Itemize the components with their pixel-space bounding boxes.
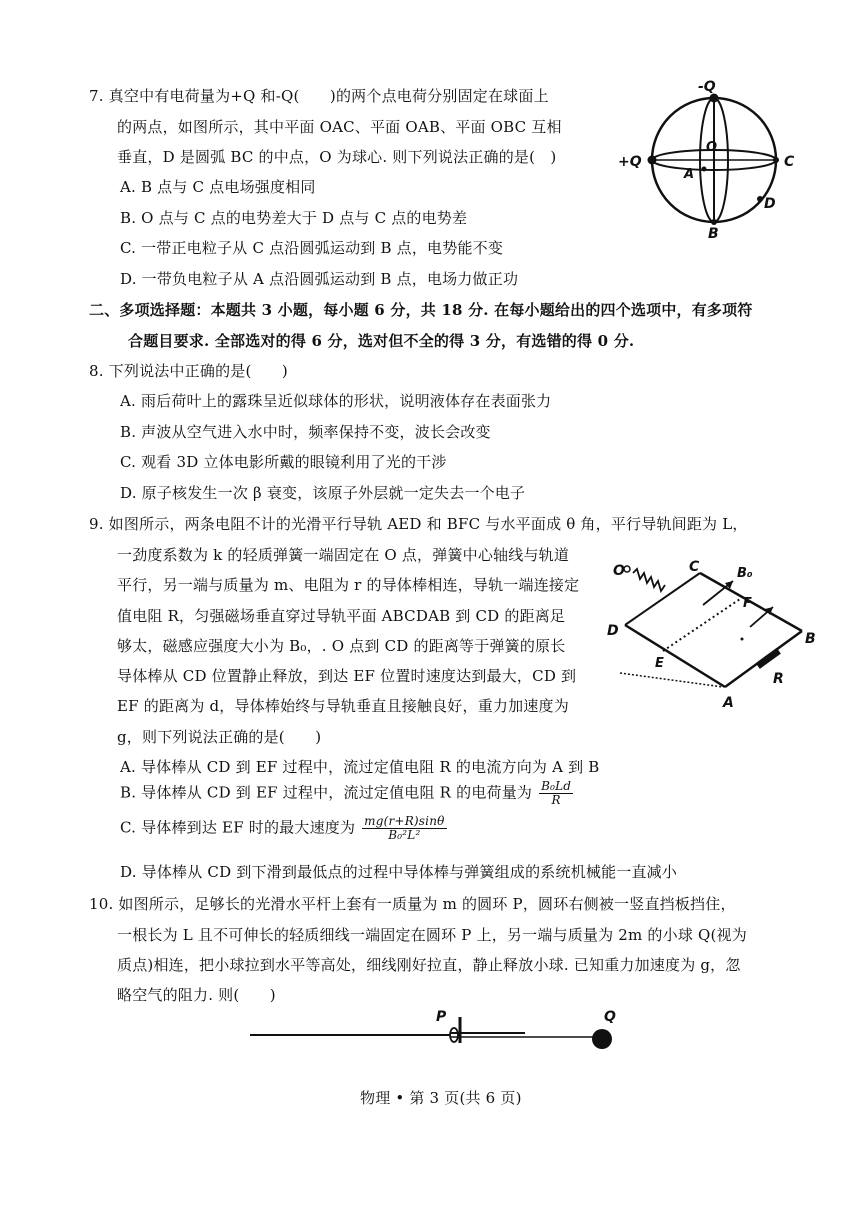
label-a: A [684, 167, 695, 182]
label-f: F [743, 596, 752, 611]
q9-option-c-text: C. 导体棒到达 EF 时的最大速度为 [120, 818, 356, 837]
q7-stem-line-1: 7. 真空中有电荷量为+Q 和-Q( )的两个点电荷分别固定在球面上 [89, 87, 549, 105]
label-minus-q: -Q [698, 79, 716, 95]
q7-option-d: D. 一带负电粒子从 A 点沿圆弧运动到 B 点，电场力做正功 [120, 270, 519, 288]
label-a: A [723, 695, 734, 711]
q9-option-b-text: B. 导体棒从 CD 到 EF 过程中，流过定值电阻 R 的电荷量为 [120, 783, 533, 802]
q8-option-d: D. 原子核发生一次 β 衰变，该原子外层就一定失去一个电子 [120, 484, 526, 502]
label-o: O [706, 140, 718, 155]
q9-option-c-denominator: B₀²L² [388, 828, 421, 842]
label-e: E [655, 656, 664, 671]
q9-stem-line-8: g，则下列说法正确的是( ) [117, 728, 322, 746]
q8-stem: 8. 下列说法中正确的是( ) [89, 362, 288, 380]
q9-stem-line-1: 9. 如图所示，两条电阻不计的光滑平行导轨 AED 和 BFC 与水平面成 θ 角，平行导轨间距为 L， [89, 515, 748, 533]
label-plus-q: +Q [618, 154, 642, 170]
q7-option-c: C. 一带正电粒子从 C 点沿圆弧运动到 B 点，电势能不变 [120, 239, 504, 257]
q9-option-b [120, 780, 573, 807]
q7-stem-line-2: 的两点，如图所示，其中平面 OAC、平面 OAB、平面 OBC 互相 [117, 118, 562, 136]
label-c: C [689, 559, 700, 575]
q9-option-b-numerator: B₀Ld [541, 779, 572, 793]
q9-option-b-denominator: R [551, 793, 561, 807]
q8-option-b: B. 声波从空气进入水中时，频率保持不变，波长会改变 [120, 423, 491, 441]
q8-option-a: A. 雨后荷叶上的露珠呈近似球体的形状，说明液体存在表面张力 [120, 392, 552, 410]
q9-option-b-fraction [539, 780, 573, 807]
q7-option-a: A. B 点与 C 点电场强度相同 [120, 178, 316, 196]
q9-stem-line-2: 一劲度系数为 k 的轻质弹簧一端固定在 O 点，弹簧中心轴线与轨道 [117, 546, 570, 564]
label-d: D [764, 196, 776, 212]
q8-option-c: C. 观看 3D 立体电影所戴的眼镜利用了光的干涉 [120, 453, 447, 471]
q7-option-b: B. O 点与 C 点的电势差大于 D 点与 C 点的电势差 [120, 209, 468, 227]
label-b0: B₀ [737, 566, 753, 581]
label-c: C [784, 154, 795, 170]
q9-stem-line-4: 值电阻 R，匀强磁场垂直穿过导轨平面 ABCDAB 到 CD 的距离足 [117, 607, 566, 625]
q10-stem-line-2: 一根长为 L 且不可伸长的轻质细线一端固定在圆环 P 上，另一端与质量为 2m 的小球 Q(视为 [117, 926, 747, 944]
q9-option-c [120, 815, 447, 842]
section2-heading-line-2: 合题目要求. 全部选对的得 6 分，选对但不全的得 3 分，有选错的得 0 分. [128, 332, 635, 350]
q9-stem-line-7: EF 的距离为 d，导体棒始终与导轨垂直且接触良好，重力加速度为 [117, 697, 569, 715]
q10-stem-line-3: 质点)相连，把小球拉到水平等高处，细线刚好拉直，静止释放小球. 已知重力加速度为 g，忽 [117, 956, 741, 974]
q10-stem-line-4: 略空气的阻力. 则( ) [117, 986, 276, 1004]
q9-option-c-numerator: mg(r+R)sinθ [364, 814, 445, 828]
label-o: O [613, 563, 625, 579]
label-b: B [805, 631, 816, 647]
q9-option-c-fraction [362, 815, 446, 842]
q9-stem-line-3: 平行，另一端与质量为 m、电阻为 r 的导体棒相连，导轨一端连接定 [117, 576, 580, 594]
q7-stem-line-3: 垂直，D 是圆弧 BC 的中点，O 为球心. 则下列说法正确的是( ) [117, 148, 557, 166]
label-d: D [607, 623, 619, 639]
q7-sphere-figure [610, 75, 800, 245]
q10-rod-figure [250, 1005, 630, 1055]
q9-rail-figure [605, 555, 835, 715]
q9-option-d: D. 导体棒从 CD 到下滑到最低点的过程中导体棒与弹簧组成的系统机械能一直减小 [120, 863, 678, 881]
q9-stem-line-6: 导体棒从 CD 位置静止释放，到达 EF 位置时速度达到最大，CD 到 [117, 667, 577, 685]
section2-heading-line-1: 二、多项选择题：本题共 3 小题，每小题 6 分，共 18 分. 在每小题给出的四个选项中，有多项符 [89, 301, 753, 319]
page-footer: 物理 • 第 3 页(共 6 页) [360, 1089, 522, 1107]
q9-stem-line-5: 够太，磁感应强度大小为 B₀，. O 点到 CD 的距离等于弹簧的原长 [117, 637, 566, 655]
label-b: B [708, 226, 719, 242]
q9-option-a: A. 导体棒从 CD 到 EF 过程中，流过定值电阻 R 的电流方向为 A 到 B [120, 758, 600, 776]
label-r: R [773, 671, 784, 687]
label-p: P [436, 1009, 447, 1025]
label-q: Q [604, 1009, 616, 1025]
q10-stem-line-1: 10. 如图所示，足够长的光滑水平杆上套有一质量为 m 的圆环 P，圆环右侧被一竖直挡板挡住， [89, 895, 736, 913]
